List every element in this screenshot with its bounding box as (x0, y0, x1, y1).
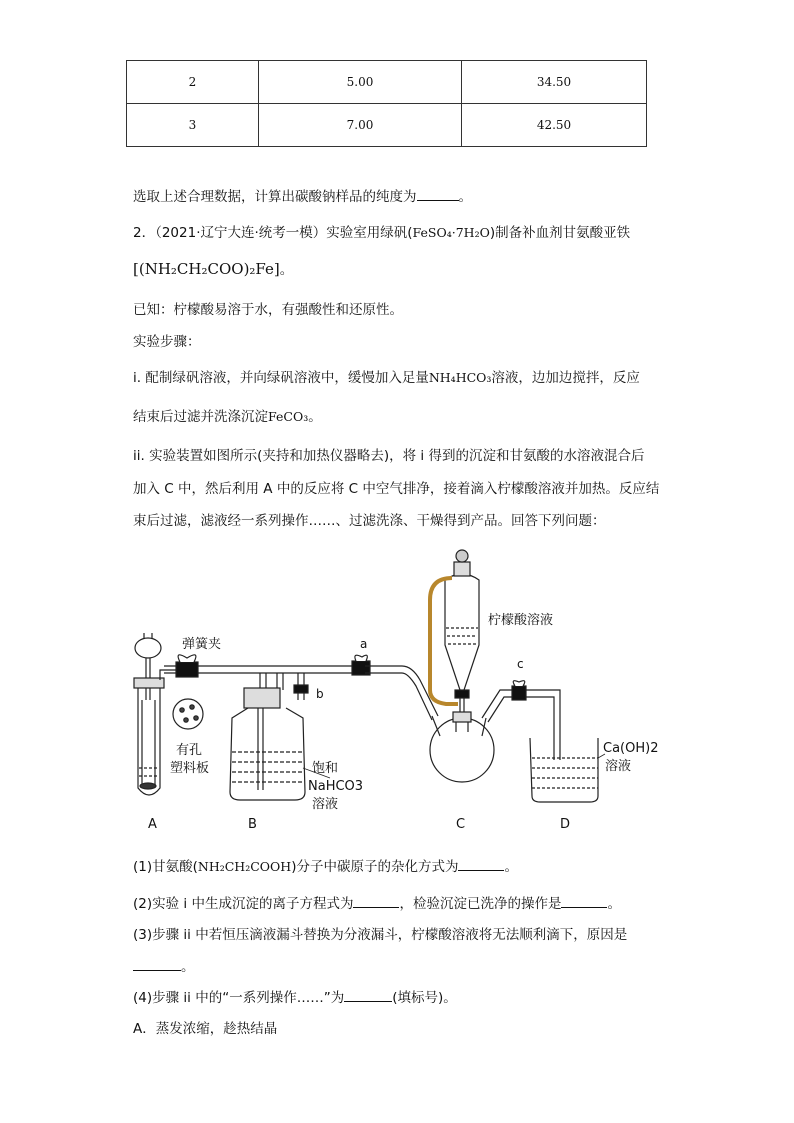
table-cell: 34.50 (462, 61, 647, 104)
label-sat3: 溶液 (312, 797, 339, 812)
clip-a (352, 655, 438, 720)
q2-header-text: 2．（2021·辽宁大连·统考一模）实验室用绿矾( (133, 225, 413, 241)
answer-blank (344, 989, 392, 1002)
q1-text: 选取上述合理数据，计算出碳酸钠样品的纯度为 (133, 189, 417, 205)
table-cell: 5.00 (259, 61, 462, 104)
steps-title: 实验步骤： (133, 334, 201, 350)
sq2-text-b: ，检验沉淀已洗净的操作是 (399, 896, 562, 912)
answer-blank (133, 958, 181, 971)
formula-feco3: FeCO₃ (268, 409, 309, 424)
table-cell: 42.50 (462, 104, 647, 147)
step1-text-d: 。 (308, 409, 322, 425)
label-a: a (360, 637, 368, 651)
sq1-text: (1)甘氨酸( (133, 859, 198, 875)
label-plate2: 塑料板 (170, 761, 210, 776)
label-C: C (456, 817, 466, 832)
sq1-text-c: 。 (504, 859, 518, 875)
label-B: B (248, 817, 257, 832)
step-2-line3: 束后过滤，滤液经一系列操作……、过滤洗涤、干燥得到产品。回答下列问题： (133, 513, 606, 529)
step-2-line1: ii. 实验装置如图所示(夹持和加热仪器略去)，将 i 得到的沉淀和甘氨酸的水溶液混合后 (133, 448, 645, 464)
label-A: A (148, 817, 157, 832)
q1-tail: 。 (458, 189, 472, 205)
q2-formula-tail: 。 (279, 262, 294, 278)
sq4-text-b: (填标号)。 (392, 990, 457, 1006)
label-c: c (517, 657, 524, 671)
q1-conclusion (133, 185, 472, 205)
sq2-text-c: 。 (607, 896, 621, 912)
formula-feso4: FeSO₄·7H₂O (412, 225, 490, 240)
formula-nh4hco3: NH₄HCO₃ (428, 370, 492, 385)
answer-blank (561, 895, 607, 908)
step1-text-c: 结束后过滤并洗涤沉淀 (133, 409, 268, 425)
table-cell: 7.00 (259, 104, 462, 147)
option-a: A．蒸发浓缩，趁热结晶 (133, 1021, 278, 1037)
sq1-text-b: )分子中碳原子的杂化方式为 (291, 859, 459, 875)
table-cell: 2 (127, 61, 259, 104)
apparatus-diagram (120, 540, 659, 840)
step1-text-b: 溶液，边加边搅拌，反应 (491, 370, 640, 386)
label-caoh1: Ca(OH)2 (603, 741, 659, 756)
q2-header (133, 221, 630, 241)
answer-blank (417, 188, 459, 201)
sq4-text: (4)步骤 ii 中的“一系列操作……”为 (133, 990, 345, 1006)
step1-text: i. 配制绿矾溶液，并向绿矾溶液中，缓慢加入足量 (133, 370, 429, 386)
sq2-text: (2)实验 i 中生成沉淀的离子方程式为 (133, 896, 354, 912)
clip-b (294, 673, 308, 700)
formula-glycine-iron: [(NH₂CH₂COO)₂Fe] (133, 260, 280, 278)
sub-question-3: (3)步骤 ii 中若恒压滴液漏斗替换为分液漏斗，柠檬酸溶液将无法顺利滴下，原因是 (133, 927, 628, 943)
porous-plate-callout (173, 699, 203, 729)
sub-question-1 (133, 855, 518, 875)
known-info: 已知：柠檬酸易溶于水，有强酸性和还原性。 (133, 302, 403, 318)
label-D: D (560, 817, 571, 832)
sub-question-2 (133, 892, 621, 912)
spring-clip (164, 655, 245, 677)
label-caoh2: 溶液 (605, 759, 632, 774)
sq3-text-b: 。 (181, 959, 195, 975)
q2-header-text-b: )制备补血剂甘氨酸亚铁 (489, 225, 631, 241)
table-row (127, 61, 647, 104)
label-citric: 柠檬酸溶液 (488, 613, 554, 628)
label-b: b (316, 687, 324, 701)
sub-question-4 (133, 986, 457, 1006)
label-plate1: 有孔 (176, 743, 203, 758)
label-sat2: NaHCO3 (308, 779, 364, 794)
apparatus-d (482, 681, 605, 802)
q2-formula-line (133, 258, 293, 278)
data-table (126, 60, 647, 147)
apparatus-c (430, 550, 494, 782)
label-sat1: 饱和 (312, 761, 339, 776)
answer-blank (458, 858, 504, 871)
step-2-line2: 加入 C 中，然后利用 A 中的反应将 C 中空气排净，接着滴入柠檬酸溶液并加热。反应结 (133, 481, 660, 497)
table-row (127, 104, 647, 147)
label-spring-clip: 弹簧夹 (182, 637, 222, 652)
sub-question-3-cont (133, 955, 195, 975)
table-cell: 3 (127, 104, 259, 147)
answer-blank (353, 895, 399, 908)
step-1 (133, 366, 640, 386)
step-1-cont (133, 405, 322, 425)
formula-glycine: NH₂CH₂COOH (197, 859, 292, 874)
